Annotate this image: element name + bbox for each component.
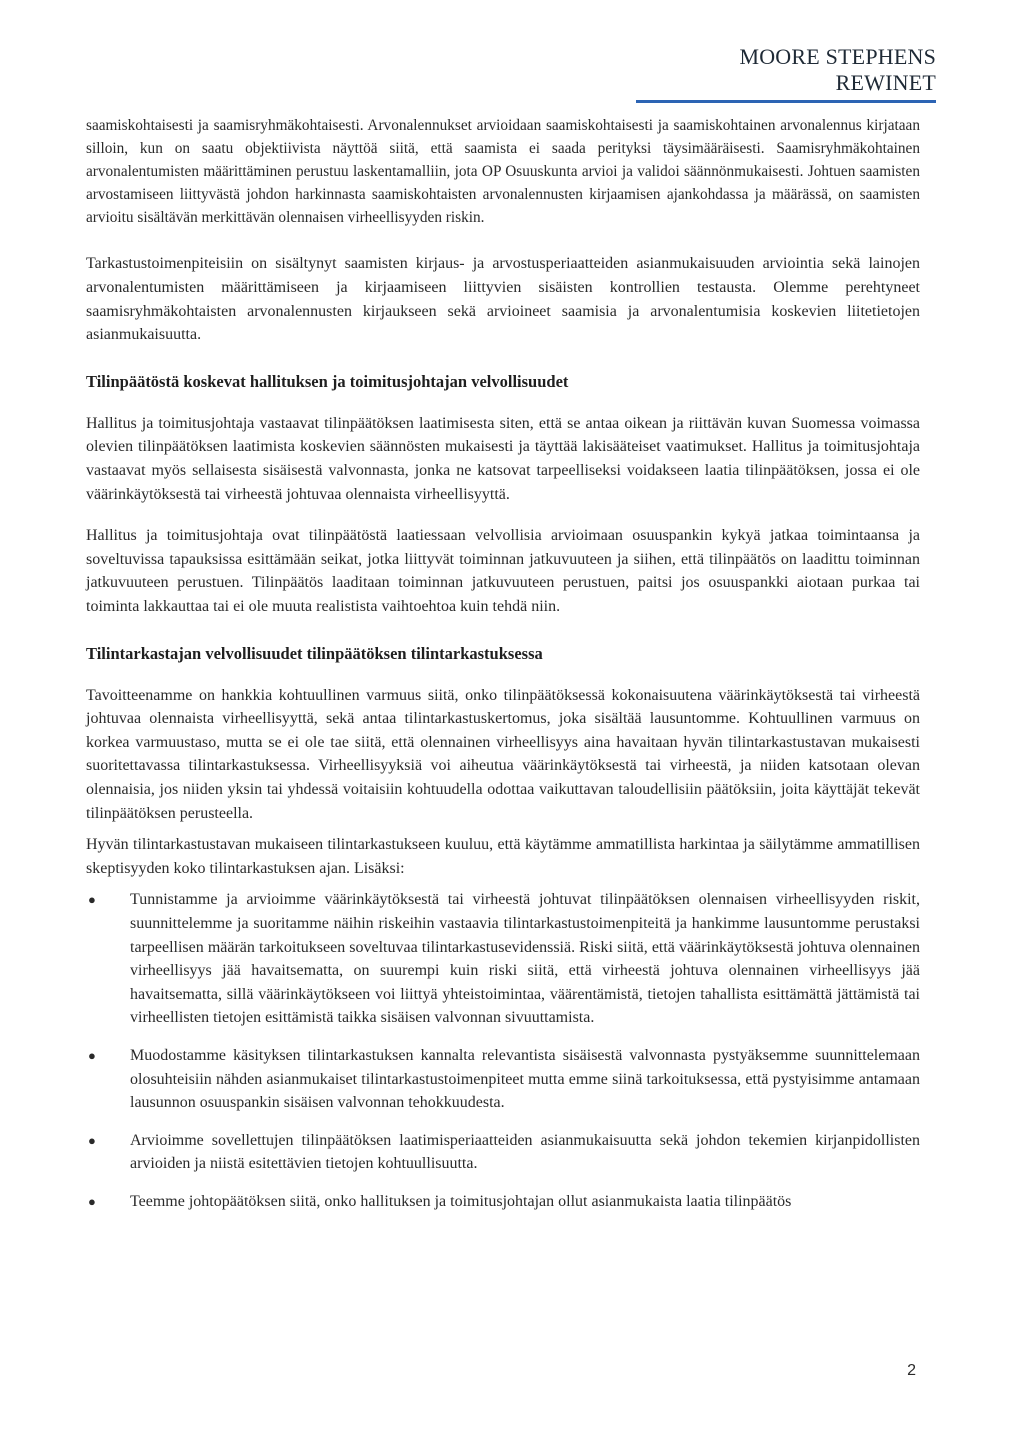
page-content (86, 114, 920, 1227)
list-item-text: Tunnistamme ja arvioimme väärinkäytöksestä tai virheestä johtuvat tilinpäätöksen olennaisen virheellisyyden riskit, suunnittelemme ja suoritamme näihin riskeihin vastaavia tilintarkastustoimenpiteitä ja hankimme lausuntomme perustaksi tarpeellisen määrän tarkoitukseen soveltuvaa tilintarkastusevidenssiä. Riski siitä, että väärinkäytöksestä johtuva olennainen virheellisyys jää havaitsematta, on suurempi kuin riski siitä, että virheestä johtuva olennainen virheellisyys jää havaitsematta, sillä väärinkäytökseen voi liittyä yhteistoimintaa, väärentämistä, tietojen tahallista esittämättä jättämistä tai virheellisten tietojen esittämistä taikka sisäisen valvonnan sivuuttamista. (130, 891, 920, 1027)
bullet-icon: ● (88, 1193, 96, 1209)
paragraph-going-concern: Hallitus ja toimitusjohtaja ovat tilinpäätöstä laatiessaan velvollisia arvioimaan osuuspankin kykyä jatkaa toimintaansa ja soveltuvissa tapauksissa esittämään seikat, jotka liittyvät toiminnan jatkuvuuteen ja siihen, että tilinpäätös on laadittu toiminnan jatkuvuuteen perustuen. Tilinpäätös laaditaan toiminnan jatkuvuuteen perustuen, paitsi jos osuuspankki aiotaan purkaa tai toiminta lakkauttaa tai ei ole muuta realistista vaihtoehtoa kuin tehdä niin. (86, 527, 920, 615)
bullet-icon: ● (88, 1132, 96, 1148)
bullet-list (86, 888, 920, 1213)
header-rule (636, 100, 936, 103)
bullet-icon: ● (88, 1047, 96, 1063)
list-item-text: Teemme johtopäätöksen siitä, onko hallituksen ja toimitusjohtajan ollut asianmukaista laatia tilinpäätös (130, 1192, 792, 1210)
heading-management-responsibilities: Tilinpäätöstä koskevat hallituksen ja toimitusjohtajan velvollisuudet (86, 371, 569, 391)
list-item (86, 1129, 920, 1176)
bullet-icon: ● (88, 892, 96, 908)
list-item (86, 1044, 920, 1115)
list-item-text: Arvioimme sovellettujen tilinpäätöksen laatimisperiaatteiden asianmukaisuutta sekä johdon tekemien kirjanpidollisten arvioiden ja niistä esitettävien tietojen kohtuullisuutta. (130, 1131, 920, 1173)
paragraph-board-responsibility: Hallitus ja toimitusjohtaja vastaavat tilinpäätöksen laatimisesta siten, että se antaa oikean ja riittävän kuvan Suomessa voimassa olevien tilinpäätöksen laatimista koskevien säännösten mukaisesti ja täyttää lakisääteiset vaatimukset. Hallitus ja toimitusjohtaja vastaavat myös sellaisesta sisäisestä valvonnasta, jonka ne katsovat tarpeelliseksi voidakseen laatia tilinpäätöksen, jossa ei ole väärinkäytöksestä tai virheestä johtuvaa olennaista virheellisyyttä. (86, 414, 920, 503)
heading-auditor-responsibilities: Tilintarkastajan velvollisuudet tilinpäätöksen tilintarkastuksessa (86, 643, 543, 663)
page-number: 2 (907, 1362, 916, 1379)
page-header (636, 44, 936, 103)
company-logo: MOORE STEPHENS REWINET (739, 44, 936, 95)
list-item-text: Muodostamme käsityksen tilintarkastuksen kannalta relevantista sisäisestä valvonnasta pystyäksemme suunnittelemaan olosuhteisiin nähden asianmukaiset tilintarkastustoimenpiteet mutta emme siinä tarkoituksessa, että pystyisimme antamaan lausunnon osuuspankin sisäisen valvonnan tehokkuudesta. (130, 1046, 920, 1112)
paragraph-audit-objective: Tavoitteenamme on hankkia kohtuullinen varmuus siitä, onko tilinpäätöksessä kokonaisuutena väärinkäytöksestä tai virheestä johtuvaa olennaista virheellisyyttä, sekä antaa tilintarkastuskertomus, joka sisältää lausuntomme. Kohtuullinen varmuus on korkea varmuustaso, mutta se ei ole tae siitä, että olennainen virheellisyys aina havaitaan hyvän tilintarkastustavan mukaisesti suoritettavassa tilintarkastuksessa. Virheellisyyksiä voi aiheutua väärinkäytöksestä tai virheestä, ja niiden katsotaan olevan olennaisia, jos niiden yksin tai yhdessä voitaisiin kohtuudella odottaa vaikuttavan taloudellisiin päätöksiin, joita käyttäjät tekevät tilinpäätöksen perusteella. (86, 686, 920, 822)
paragraph-audit-procedures: Tarkastustoimenpiteisiin on sisältynyt saamisten kirjaus- ja arvostusperiaatteiden asianmukaisuuden arviointia sekä lainojen arvonalentumisten määrittämiseen ja kirjaamiseen liittyvien sisäisten kontrollien testausta. Olemme perehtyneet saamisryhmäkohtaisten arvonalennusten kirjaukseen sekä arvioineet saamisia ja arvonalentumisia koskevien liitetietojen asianmukaisuutta. (86, 255, 920, 344)
paragraph-professional-judgement: Hyvän tilintarkastustavan mukaiseen tilintarkastukseen kuuluu, että käytämme ammatillista harkintaa ja säilytämme ammatillisen skeptisyyden koko tilintarkastuksen ajan. Lisäksi: (86, 836, 920, 877)
list-item (86, 1190, 920, 1214)
paragraph-continuation: saamiskohtaisesti ja saamisryhmäkohtaisesti. Arvonalennukset arvioidaan saamiskohtaisesti ja saamiskohtainen arvonalennus kirjataan silloin, kun on saatu objektiivista näyttöä siitä, että saamista ei saada perityksi täysimääräisesti. Saamisryhmäkohtainen arvonalentumisten määrittäminen perustuu laskentamalliin, jota OP Osuuskunta arvioi ja validoi säännönmukaisesti. Johtuen saamisten arvostamiseen liittyvästä johdon harkinnasta saamiskohtaisten arvonalennusten kirjaamisen ajankohdassa ja määrässä, on saamisten arvioitu sisältävän merkittävän olennaisen virheellisyyden riskin. (86, 117, 920, 227)
list-item (86, 888, 920, 1030)
